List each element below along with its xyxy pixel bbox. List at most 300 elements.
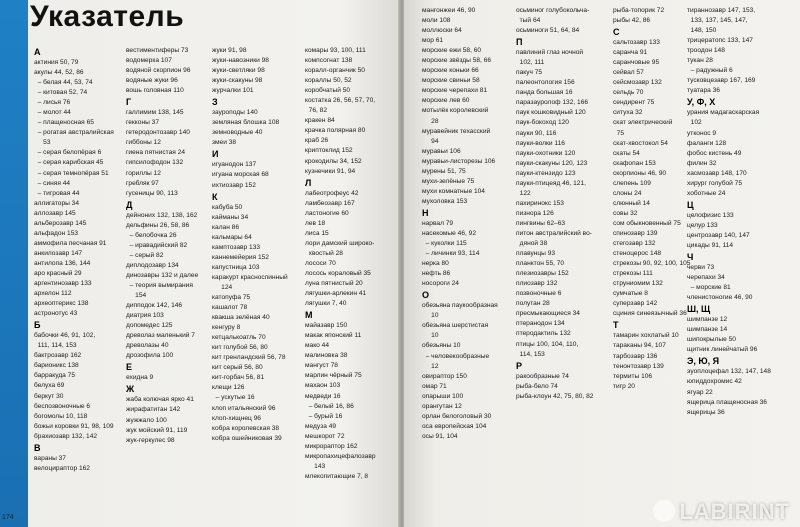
index-entry: струниомим 132 (613, 280, 663, 288)
index-entry: жуки-скакуны 98 (212, 77, 263, 85)
index-letter-heading: К (212, 191, 218, 202)
index-entry: черепахи 34 (687, 274, 725, 282)
index-entry: опарыши 100 (422, 392, 464, 400)
labirint-icon (653, 500, 675, 522)
index-entry: слюнный 14 (613, 199, 650, 207)
index-entry: лабеотрофеус 42 (305, 189, 359, 197)
index-entry: аллигаторы 34 (34, 199, 80, 207)
index-entry: – куколки 115 (422, 240, 467, 248)
index-entry: пауки-скакуны 120, 123 (516, 159, 588, 167)
index-entry: – плащеносная 65 (34, 119, 94, 127)
index-entry: катопуфа 75 (212, 293, 251, 301)
index-entry: брахиозавр 132, 142 (34, 432, 98, 440)
index-entry: 122 (516, 189, 531, 197)
index-entry: сельдь 70 (613, 89, 644, 97)
index-entry: тусковцезавр 167, 169 (687, 77, 756, 85)
index-entry: осьминоги 51, 64, 84 (516, 27, 580, 35)
index-entry: – теория вымирания (126, 281, 193, 289)
index-entry: тираннозавр 147, 153, (687, 7, 756, 14)
index-entry: актиния 50, 79 (34, 59, 79, 66)
watermark-logo: LABIRINT (653, 499, 790, 525)
index-entry: – бурый 16 (305, 412, 343, 420)
index-entry: морские ежи 58, 60 (422, 47, 482, 55)
index-entry: мангонжеи 46, 90 (422, 7, 476, 14)
index-entry: гориллы 12 (126, 169, 161, 177)
index-entry: кенгуру 8 (212, 324, 241, 332)
index-entry: кобра ошейниковая 39 (212, 434, 282, 442)
index-entry: пизнора 126 (516, 209, 554, 217)
index-column-5 (422, 6, 518, 442)
index-entry: гиббоны 12 (126, 139, 161, 147)
index-entry: осьминог голубокольча- (516, 7, 590, 14)
index-entry: кораллы 50, 52 (305, 77, 352, 85)
index-entry: осы 91, 104 (422, 432, 458, 440)
index-entry: мор 61 (422, 37, 444, 45)
index-entry: велоцираптор 162 (34, 464, 90, 472)
index-letter-heading: Е (126, 362, 133, 373)
index-entry: клоп итальянский 96 (212, 404, 276, 412)
index-entry: земноводные 40 (212, 129, 263, 137)
index-entry: обезьяна шерстистая (422, 322, 489, 330)
index-entry: жуки-навозники 98 (212, 57, 269, 65)
index-entry: – белый 16, 86 (305, 402, 354, 410)
index-entry: пауки-волки 116 (516, 139, 565, 147)
index-entry: 10 (422, 332, 439, 340)
index-entry: кит гренландский 56, 78 (212, 354, 286, 362)
index-entry: тукан 28 (687, 57, 713, 65)
index-entry: юпиддохромис 42 (687, 378, 742, 386)
index-entry: гекконы 37 (126, 119, 159, 127)
index-letter-heading: Л (305, 177, 312, 188)
index-entry: 10 (422, 312, 439, 320)
index-entry: 124 (212, 283, 233, 291)
index-column-2 (126, 46, 214, 446)
index-entry: костатка 26, 56, 57, 70, (305, 97, 376, 105)
index-entry: пауки-ктензидо 123 (516, 169, 576, 177)
index-entry: – серая темнопёрая 51 (34, 169, 109, 177)
index-entry: кит голубой 56, 80 (212, 344, 268, 352)
index-entry: клещи 126 (212, 384, 245, 392)
index-entry: эуоплоцефал 132, 147, 148 (687, 368, 771, 376)
index-letter-heading: И (212, 149, 219, 160)
index-entry: комары 93, 100, 111 (305, 47, 366, 54)
index-entry: белуха 69 (34, 382, 65, 390)
index-entry: – лисья 76 (34, 99, 71, 107)
index-entry: сальтозавр 133 (613, 39, 660, 47)
index-entry: дяной 38 (516, 240, 548, 248)
index-entry: древолаз маленький 7 (126, 332, 195, 340)
index-entry: криптоклид 152 (305, 147, 353, 155)
index-letter-heading: Ч (687, 252, 694, 263)
index-entry: планктон 55, 70 (516, 260, 565, 268)
index-letter-heading: Г (126, 97, 132, 108)
index-column-8 (687, 6, 799, 418)
index-entry: дельфины 26, 58, 86 (126, 221, 190, 229)
index-entry: компсогнат 138 (305, 57, 353, 65)
index-column-7 (613, 6, 697, 392)
index-entry: клоп-хищнец 96 (212, 414, 261, 422)
index-entry: барионикс 138 (34, 362, 79, 370)
index-entry: ящерица плащеносная 36 (687, 398, 767, 406)
index-entry: игуана морская 68 (212, 171, 269, 179)
index-entry: птеродактиль 132 (516, 330, 571, 338)
index-entry: целур 133 (687, 221, 718, 229)
index-entry: кузнечики 91, 94 (305, 167, 356, 175)
index-entry: дипподок 142, 146 (126, 302, 183, 310)
index-column-1 (34, 46, 120, 474)
index-letter-heading: Д (126, 199, 133, 210)
index-entry: 143 (305, 462, 326, 470)
index-entry: носороги 24 (422, 280, 459, 288)
index-entry: морские черепахи 81 (422, 87, 488, 95)
index-entry: допомедес 125 (126, 322, 173, 330)
index-entry: мурены 51, 75 (422, 167, 466, 175)
index-letter-heading: Э, Ю, Я (687, 356, 720, 367)
index-entry: сумчатые 8 (613, 290, 648, 298)
index-entry: альберозавр 145 (34, 219, 87, 227)
index-entry: скат-хвостокол 54 (613, 139, 668, 147)
index-entry: вошь головная 110 (126, 87, 184, 95)
index-entry: морские лев 60 (422, 97, 470, 105)
index-entry: краб 26 (305, 137, 329, 145)
index-entry: цикады 91, 114 (687, 241, 734, 249)
index-entry: паук кошковидный 120 (516, 109, 586, 117)
index-entry: пауки-охотники 120 (516, 149, 576, 157)
index-column-3 (212, 46, 308, 444)
index-entry: паразауролоф 132, 166 (516, 99, 589, 107)
index-entry: – серый 82 (126, 251, 164, 259)
index-entry: моли 108 (422, 17, 451, 25)
index-entry: морские свиньи 58 (422, 77, 480, 85)
index-entry: обезьяна паукообразная (422, 302, 498, 310)
index-entry: хирург голубой 75 (687, 179, 742, 187)
index-entry: паук-бокоход 120 (516, 119, 569, 127)
index-entry: калан 86 (212, 223, 240, 231)
index-letter-heading: З (212, 97, 218, 108)
index-entry: сом обыкновенный 75 (613, 219, 681, 227)
index-entry: медведи 16 (305, 392, 341, 400)
index-entry: – молот 44 (34, 109, 71, 117)
index-entry: ехидна 9 (126, 374, 154, 382)
index-entry: гребляк 97 (126, 179, 159, 187)
index-entry: членистоногие 46, 90 (687, 294, 753, 302)
index-entry: капустница 103 (212, 263, 260, 271)
index-entry: тарбозавр 136 (613, 352, 658, 360)
page-number: 174 (2, 514, 14, 521)
index-entry: мухоловка 153 (422, 197, 468, 205)
index-entry: – белобочка 26 (126, 231, 177, 239)
index-entry: галлимим 138, 145 (126, 109, 184, 117)
index-entry: стрекозы 111 (613, 270, 653, 278)
index-entry: нефть 86 (422, 270, 451, 278)
index-entry: водяные жуки 96 (126, 77, 178, 85)
index-entry: марлин чёрный 75 (305, 372, 362, 380)
index-entry: антилопа 136, 144 (34, 259, 91, 267)
index-entry: кальмары 64 (212, 233, 252, 241)
index-entry: спинозавр 139 (613, 229, 658, 237)
index-entry: майазавр 150 (305, 322, 348, 330)
index-entry: крачка полярная 80 (305, 127, 366, 135)
index-entry: жуки 91, 98 (212, 47, 247, 54)
index-entry: аллозавр 145 (34, 209, 76, 217)
index-entry: 111, 114, 153 (34, 342, 77, 350)
index-entry: моллюски 64 (422, 27, 462, 35)
index-entry: анкилозавр 147 (34, 249, 83, 257)
index-entry: саранчовые 95 (613, 59, 660, 67)
index-entry: насекомые 46, 92 (422, 229, 477, 237)
index-letter-heading: О (422, 290, 430, 301)
index-entry: древолазы 40 (126, 342, 169, 350)
index-entry: водомерка 107 (126, 57, 172, 65)
index-entry: пакуч 75 (516, 69, 543, 77)
index-entry: лори дамский широко- (305, 239, 375, 247)
index-entry: дейноних 132, 138, 162 (126, 211, 198, 219)
index-entry: шипокрылые 50 (687, 336, 736, 344)
index-entry: микрораптор 162 (305, 442, 358, 450)
index-letter-heading: С (613, 27, 620, 38)
index-entry: аммофила песчаная 91 (34, 239, 107, 247)
index-entry: аро красный 29 (34, 269, 82, 277)
index-entry: пахиринокс 153 (516, 199, 564, 207)
index-entry: позвоночные 6 (516, 290, 562, 298)
index-entry: махаон 103 (305, 382, 341, 390)
index-entry: игуанодон 137 (212, 161, 257, 169)
index-entry: млекопитающие 7, 8 (305, 472, 369, 480)
index-entry: – белая 44, 53, 74 (34, 79, 93, 87)
index-entry: коралл-органчик 50 (305, 67, 365, 75)
index-entry: сциния синеязычный 36 (613, 310, 687, 318)
index-entry: квакша зелёная 40 (212, 314, 270, 322)
index-entry: палеонтология 156 (516, 79, 575, 87)
blue-edge-strip (0, 0, 28, 527)
index-entry: пауки-птицеяд 46, 121, (516, 179, 586, 187)
index-entry: скорпионы 46, 90 (613, 169, 667, 177)
index-entry: дрозофила 100 (126, 352, 174, 360)
index-entry: гиена пятнистая 24 (126, 149, 186, 157)
index-entry: бактрозавр 162 (34, 352, 82, 360)
index-entry: бабочки 46, 91, 102, (34, 332, 96, 340)
index-entry: камптозавр 133 (212, 243, 261, 251)
index-entry: лосось кораловый 35 (305, 269, 371, 277)
index-entry: жужжало 100 (126, 416, 167, 424)
index-letter-heading: Ж (126, 384, 135, 395)
index-entry: зауроподы 140 (212, 109, 258, 117)
index-letter-heading: Р (516, 360, 523, 371)
index-entry: мотылёк королевский (422, 107, 489, 115)
index-entry: морские коньки 66 (422, 67, 479, 75)
index-entry: фобос кистень 49 (687, 149, 742, 157)
index-entry: тенонтозавр 139 (613, 362, 664, 370)
index-entry: сейсмозавр 132 (613, 79, 662, 87)
index-entry: – ускутые 16 (212, 394, 255, 402)
index-entry: 12 (422, 362, 439, 370)
index-entry: кракен 84 (305, 117, 335, 125)
index-entry: 76, 82 (305, 107, 327, 115)
index-entry: водяной скорпион 96 (126, 67, 191, 75)
index-entry: каннемейерия 152 (212, 253, 269, 261)
index-entry: 114, 153 (516, 350, 545, 358)
index-entry: рыба-бело 74 (516, 382, 558, 390)
index-entry: стегозавр 132 (613, 240, 656, 248)
index-entry: пауки 90, 116 (516, 129, 557, 137)
index-entry: ихтиозавр 152 (212, 181, 256, 189)
index-entry: морские звёзды 58, 66 (422, 57, 492, 65)
index-entry: ластоногие 60 (305, 209, 349, 217)
index-entry: археоптерикс 138 (34, 300, 89, 308)
index-entry: рыба-клоун 42, 75, 80, 82 (516, 392, 594, 400)
index-entry: мешкорот 72 (305, 432, 345, 440)
index-entry: скафопан 153 (613, 159, 656, 167)
index-entry: лиса 15 (305, 229, 329, 237)
index-entry: 133, 137, 145, 147, (687, 17, 748, 25)
index-entry: 102 (687, 119, 702, 127)
index-entry: кабуба 50 (212, 203, 243, 211)
index-entry: шимпанзе 12 (687, 316, 728, 324)
index-entry: урания мадагаскарская (687, 109, 760, 117)
index-entry: гипсилофодон 132 (126, 159, 184, 167)
index-entry: жук мойский 91, 119 (126, 426, 188, 434)
index-entry: жук-геркулес 98 (126, 436, 175, 444)
index-entry: акулы 44, 52, 86 (34, 69, 84, 77)
index-letter-heading: Т (613, 320, 619, 331)
index-entry: альфадон 153 (34, 229, 79, 237)
index-entry: малиновка 38 (305, 352, 348, 360)
index-entry: оса европейская 104 (422, 422, 487, 430)
index-entry: 28 (422, 117, 439, 125)
index-entry: нерка 80 (422, 260, 449, 268)
index-entry: щитник линейчатый 96 (687, 346, 758, 354)
index-entry: нарвал 79 (422, 219, 454, 227)
index-entry: муравьи-листорезы 106 (422, 157, 496, 165)
index-entry: ракообразные 74 (516, 372, 569, 380)
index-entry: муравейник техасский (422, 127, 491, 135)
index-entry: богомолы 10, 118 (34, 412, 88, 420)
index-entry: – серая карибская 45 (34, 159, 104, 167)
index-entry: пресмыкающиеся 34 (516, 310, 580, 318)
index-entry: туатара 36 (687, 87, 720, 95)
index-entry: жуки-светляки 98 (212, 67, 265, 75)
index-entry: сейвал 57 (613, 69, 644, 77)
index-entry: тамарин хохлатый 10 (613, 332, 679, 340)
index-entry: змеи 38 (212, 139, 237, 147)
index-entry: орангутан 12 (422, 402, 462, 410)
index-entry: кит серый 56, 80 (212, 364, 263, 372)
index-entry: 94 (422, 137, 439, 145)
index-entry: совы 32 (613, 209, 638, 217)
index-entry: лягушки 7, 40 (305, 300, 347, 308)
index-entry: макак японский 11 (305, 332, 362, 340)
index-letter-heading: А (34, 47, 41, 57)
index-entry: астронотус 43 (34, 310, 78, 318)
index-entry: 148, 150 (687, 27, 717, 35)
index-entry: – человекообразные (422, 352, 490, 360)
index-entry: панда большая 16 (516, 89, 573, 97)
index-entry: кашалот 78 (212, 304, 248, 312)
index-entry: тараканы 94, 107 (613, 342, 666, 350)
index-entry: – личинки 93, 114 (422, 250, 480, 258)
index-entry: стрекозы 90, 92, 100, 105 (613, 260, 691, 268)
index-entry: суперзавр 142 (613, 300, 658, 308)
index-entry: луна пятнистый 20 (305, 280, 363, 288)
index-entry: рыба-топорик 72 (613, 7, 665, 14)
index-entry: 102, 111 (516, 59, 545, 67)
index-entry: – серая белопёрая 6 (34, 149, 102, 157)
index-entry: кайманы 34 (212, 213, 249, 221)
index-entry: – радужный 6 (687, 67, 733, 75)
index-letter-heading: Б (34, 320, 41, 331)
index-entry: вестиментиферы 73 (126, 47, 189, 54)
index-entry: целофизис 133 (687, 211, 734, 219)
index-entry: журчалки 101 (212, 87, 254, 95)
index-entry: мако 44 (305, 342, 329, 350)
index-entry: центрозавр 140, 147 (687, 231, 750, 239)
index-entry: диатрия 103 (126, 312, 164, 320)
index-entry: птицы 100, 104, 110, (516, 340, 579, 348)
index-entry: хвостый 28 (305, 249, 343, 257)
index-entry: филин 32 (687, 159, 717, 167)
index-entry: 75 (613, 129, 624, 137)
index-entry: слоны 24 (613, 189, 642, 197)
index-entry: мухи комнатные 104 (422, 187, 485, 195)
index-entry: павлиний глаз ночной (516, 49, 584, 57)
index-column-6 (516, 6, 612, 402)
index-entry: барракуда 75 (34, 372, 76, 380)
index-entry: овираптор 150 (422, 372, 467, 380)
index-entry: пингвины 62–63 (516, 219, 566, 227)
index-entry: хоботные 24 (687, 189, 726, 197)
index-entry: хасмозавр 148, 170 (687, 169, 747, 177)
index-entry: микропахицефалозавр (305, 452, 376, 460)
index-entry: крокодилы 34, 152 (305, 157, 362, 165)
index-entry: кобра королевская 38 (212, 424, 280, 432)
index-entry: 154 (126, 292, 147, 300)
index-letter-heading: Н (422, 207, 429, 218)
index-entry: беспозвоночные 6 (34, 402, 91, 410)
index-entry: – тигровая 44 (34, 189, 80, 197)
index-entry: земляная блошка 108 (212, 119, 280, 127)
right-page (404, 0, 800, 527)
index-entry: мангуст 78 (305, 362, 338, 370)
index-entry: полутан 28 (516, 300, 550, 308)
index-entry: – синяя 44 (34, 179, 71, 187)
index-entry: троодон 148 (687, 47, 725, 55)
page-title: Указатель (30, 0, 185, 33)
index-entry: черви 73 (687, 264, 715, 272)
index-entry: орлан белоголовый 30 (422, 412, 492, 420)
index-entry: архелон 112 (34, 290, 72, 298)
index-entry: – китовая 52, 74 (34, 89, 88, 97)
index-entry: кит-горбач 56, 81 (212, 374, 265, 382)
index-entry: аргентинозавр 133 (34, 280, 92, 288)
index-entry: фаланги 128 (687, 139, 727, 147)
index-entry: мухи-зелёные 75 (422, 177, 475, 185)
index-entry: ламбеозавр 167 (305, 199, 355, 207)
index-entry: птеранодон 134 (516, 320, 565, 328)
index-entry: ситуха 32 (613, 109, 643, 117)
index-letter-heading: Ш, Щ (687, 304, 711, 315)
index-entry: слепень 109 (613, 179, 651, 187)
index-entry: жирафатитан 142 (126, 406, 181, 414)
index-entry: коробчатый 50 (305, 87, 351, 95)
index-entry: плавунцы 93 (516, 250, 556, 258)
index-entry: лев 18 (305, 219, 326, 227)
index-entry: плезиозавры 152 (516, 270, 569, 278)
index-entry: динозавры 132 и далее (126, 271, 199, 279)
index-entry: рыбы 42, 86 (613, 17, 651, 25)
index-entry: утконос 9 (687, 129, 717, 137)
index-entry: трицератопс 133, 147 (687, 37, 753, 45)
index-column-4 (305, 46, 397, 482)
